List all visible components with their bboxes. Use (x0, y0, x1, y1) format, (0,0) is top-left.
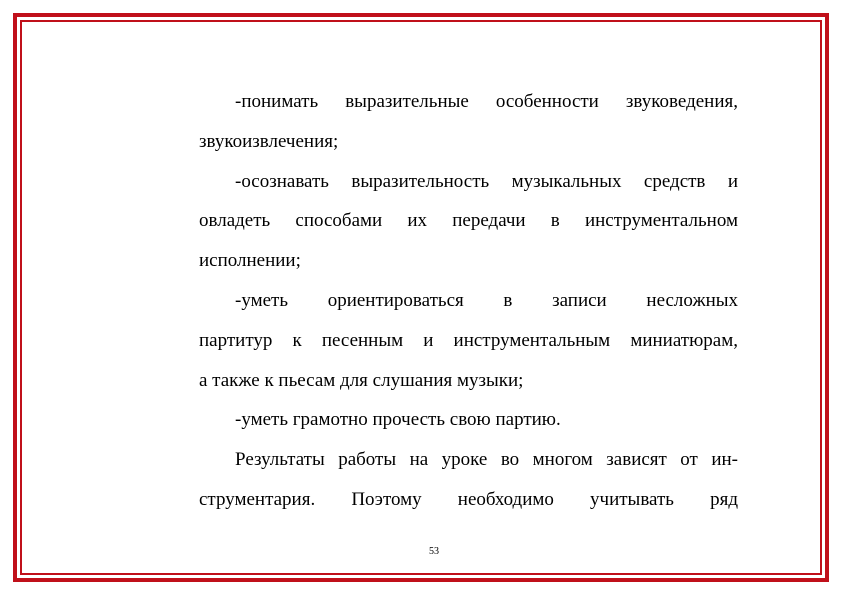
text-line: -уметь ориентироваться в записи несложных (235, 289, 738, 311)
page-number: 53 (429, 546, 439, 557)
text-line: исполнении; (199, 250, 301, 272)
text-line: -уметь грамотно прочесть свою партию. (235, 409, 561, 431)
text-line: а также к пьесам для слушания музыки; (199, 369, 524, 391)
text-line: партитур к песенным и инструментальным миниатюрам, (199, 329, 738, 351)
text-line: звукоизвлечения; (199, 130, 339, 152)
text-line: струментария. Поэтому необходимо учитывать ряд (199, 488, 738, 510)
body-text (199, 84, 738, 522)
text-line: Результаты работы на уроке во многом зависят от ин- (235, 449, 738, 471)
text-line: овладеть способами их передачи в инструментальном (199, 210, 738, 232)
text-line: -осознавать выразительность музыкальных средств и (235, 170, 738, 192)
text-line: -понимать выразительные особенности звуковедения, (235, 91, 738, 112)
